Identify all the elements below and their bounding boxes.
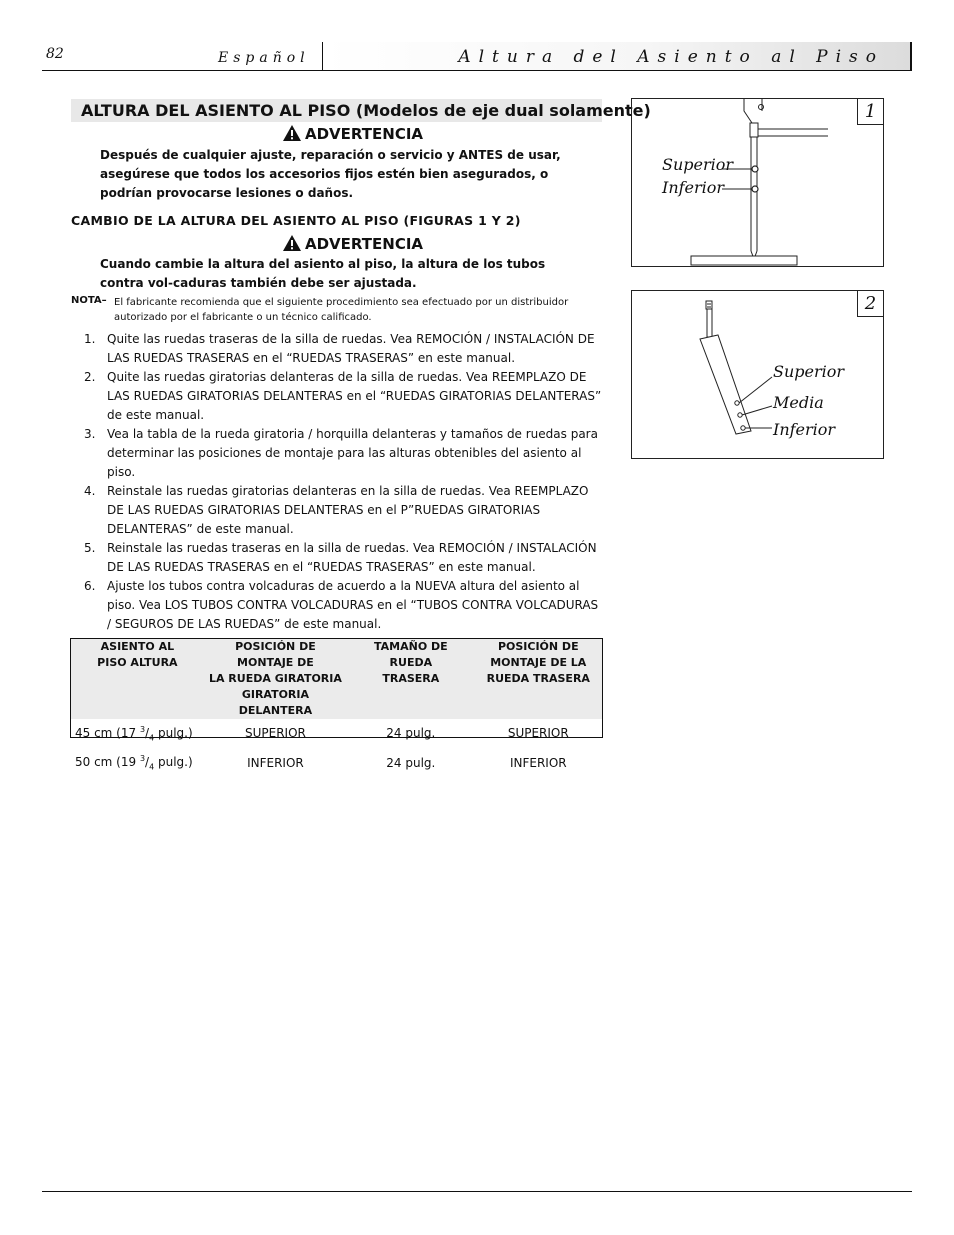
figure-1-label-upper: Superior [662,155,734,174]
warning-triangle-icon [283,235,301,251]
section-heading [71,99,651,122]
table-cell: 45 cm (17 $^3/_4$ pulg.) [75,725,193,743]
warning-text-2: Cuando cambie la altura del asiento al piso, la altura de los tubos contra vol-caduras también debe ser ajustada. [100,257,546,290]
figure-2-label-lower: Inferior [773,420,836,439]
warning-heading-1 [283,125,423,143]
figure-1-number: 1 [857,98,884,125]
warning-heading-2 [283,235,423,253]
header-title: Altura del Asiento al Piso [458,47,884,67]
table-cell: INFERIOR [509,755,567,770]
list-item: 4. Reinstale las ruedas giratorias delanteras en la silla de ruedas. Vea REEMPLAZO DE LAS RUEDAS GIRATORIAS DELANTERAS en el P”RUEDAS GIRATORIAS DELANTERAS” de este manual. [84,484,589,536]
header-rule [42,70,912,71]
figure-1-label-lower: Inferior [662,178,725,197]
warning-label-2: ADVERTENCIA [305,235,424,253]
table-cell: INFERIOR [247,755,304,770]
figure-2-number: 2 [857,290,884,317]
warning-label-1: ADVERTENCIA [305,125,424,143]
figure-2-label-middle: Media [773,393,824,412]
figure-2-label-upper: Superior [773,362,845,381]
table-header: ASIENTO AL PISO ALTURA [71,639,204,719]
table-row [71,719,602,748]
table-cell: SUPERIOR [244,726,306,741]
table-header: POSICIÓN DE MONTAJE DE LA RUEDA GIRATORIA GIRATORIA DELANTERA [204,639,347,719]
warning-text-1: Después de cualquier ajuste, reparación o servicio y ANTES de usar, asegúrese que todos los accesorios fijos estén bien asegurados, o podrían provocarse lesiones o daños. [100,148,561,200]
list-item: 1. Quite las ruedas traseras de la silla de ruedas. Vea REMOCIÓN / INSTALACIÓN DE LAS RUEDAS TRASERAS en el “RUEDAS TRASERAS” en este manual. [84,332,595,365]
table-cell: 24 pulg. [386,726,436,741]
steps-list [84,330,604,634]
list-item: 2. Quite las ruedas giratorias delanteras de la silla de ruedas. Vea REEMPLAZO DE LAS RUEDAS GIRATORIAS DELANTERAS en el “RUEDAS GIRATORIAS DELANTERAS” de este manual. [84,370,602,422]
header-language: Español [218,50,310,66]
figure-2 [631,290,884,459]
table-header-row [71,639,602,719]
subheading: CAMBIO DE LA ALTURA DEL ASIENTO AL PISO (FIGURAS 1 Y 2) [71,213,521,228]
list-item: 3. Vea la tabla de la rueda giratoria / horquilla delanteras y tamaños de ruedas para determinar las posiciones de montaje para las alturas obtenibles del asiento al piso. [84,427,598,479]
list-item: 5. Reinstale las ruedas traseras en la silla de ruedas. Vea REMOCIÓN / INSTALACIÓN DE LAS RUEDAS TRASERAS en el “RUEDAS TRASERAS” en este manual. [84,541,597,574]
table-header: TAMAÑO DE RUEDA TRASERA [347,639,474,719]
table-header: POSICIÓN DE MONTAJE DE LA RUEDA TRASERA [475,639,602,719]
table-cell: 50 cm (19 $^3/_4$ pulg.) [75,754,193,772]
figure-1 [631,98,884,267]
warning-triangle-icon [283,125,301,141]
note-text: El fabricante recomienda que el siguiente procedimiento sea efectuado por un distribuidor autorizado por el fabricante o un técnico calificado. [114,297,569,323]
footer-rule [42,1191,912,1192]
seat-height-table [70,638,603,772]
table-cell: 24 pulg. [386,755,436,770]
note-label: NOTA– [71,295,107,306]
table-cell: SUPERIOR [507,726,569,741]
section-heading-text: ALTURA DEL ASIENTO AL PISO (Modelos de eje dual solamente) [81,101,651,120]
figure-2-drawing [632,291,883,458]
table-row [71,748,602,777]
list-item: 6. Ajuste los tubos contra volcaduras de acuerdo a la NUEVA altura del asiento al piso. Vea LOS TUBOS CONTRA VOLCADURAS en el “TUBOS CONTRA VOLCADURAS / SEGUROS DE LAS RUEDAS” de este manual. [84,579,599,631]
page-number: 82 [46,46,64,62]
